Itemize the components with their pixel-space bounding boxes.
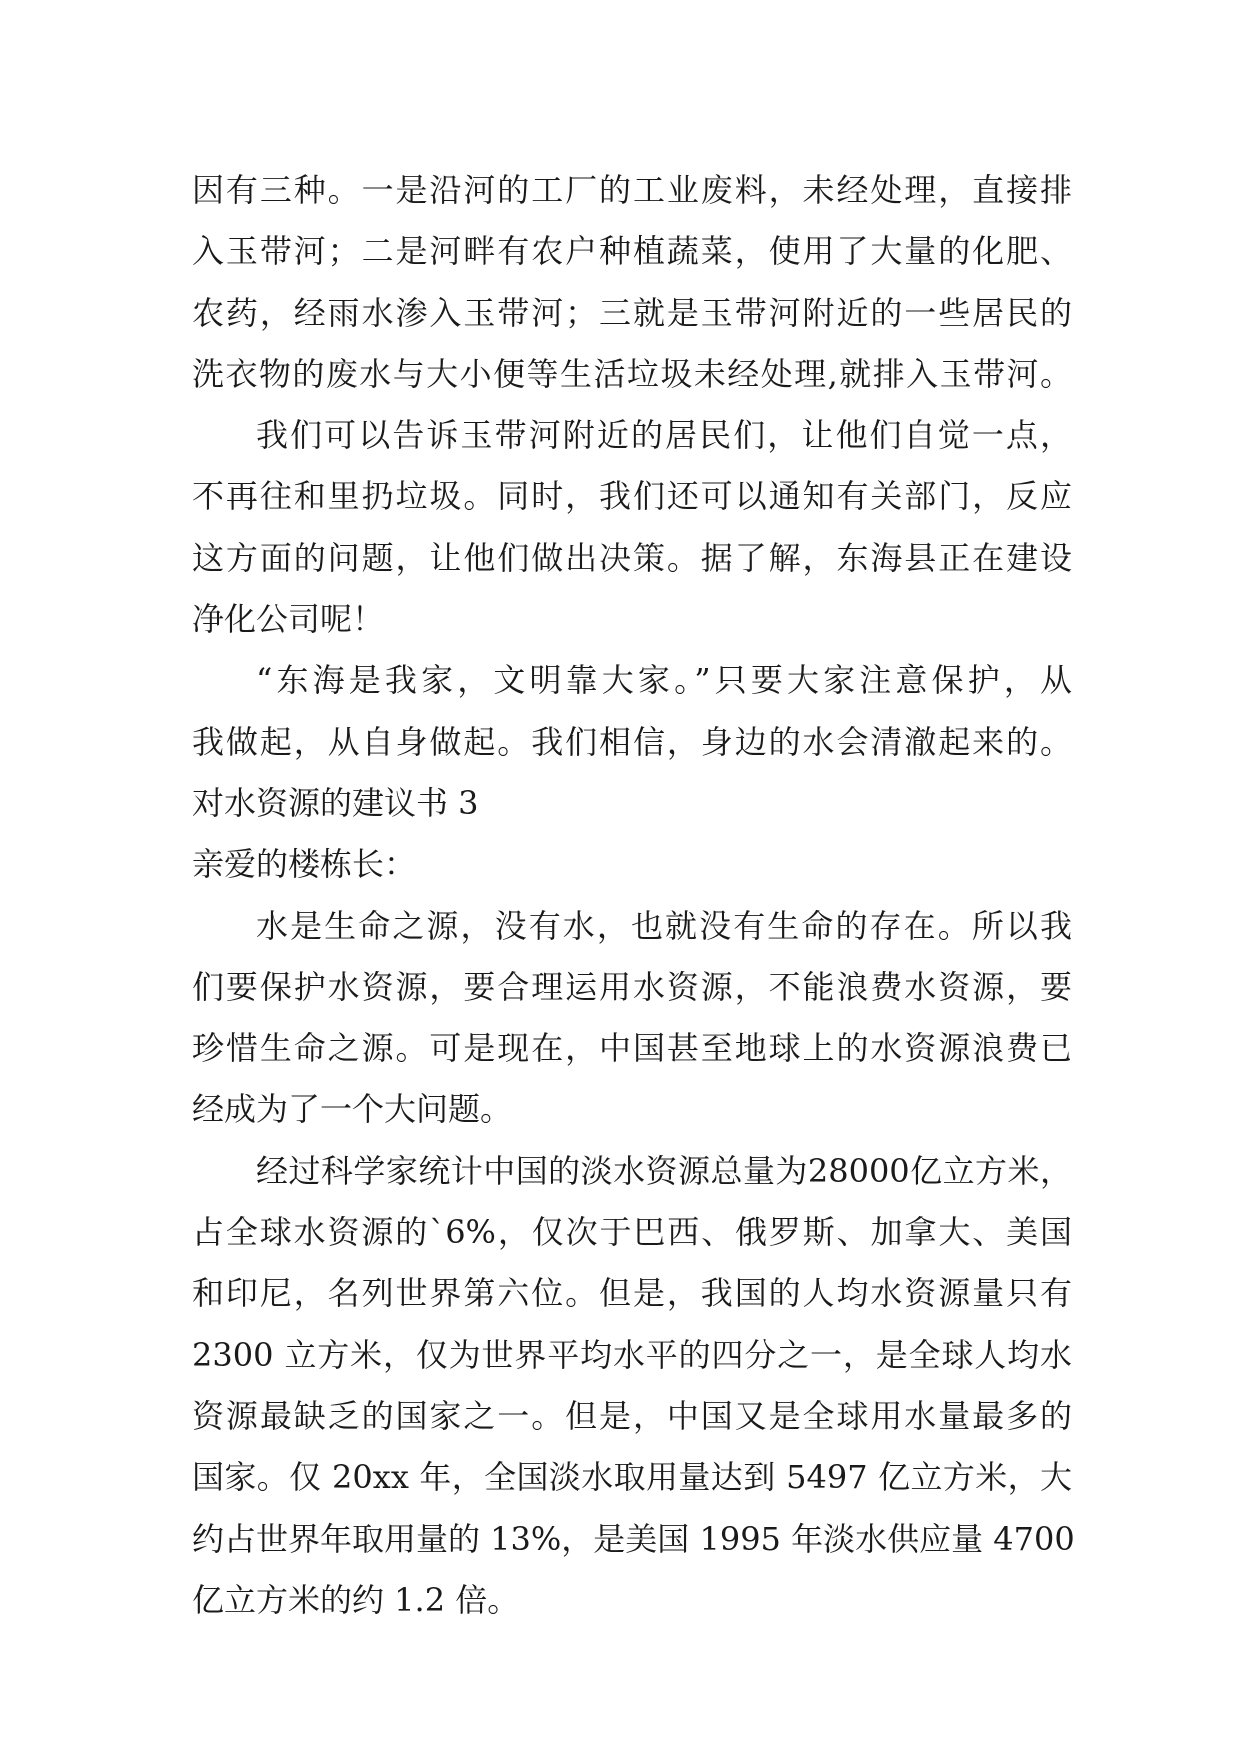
text-line: 经成为了一个大问题。 xyxy=(192,1090,513,1129)
text-line: 珍惜生命之源。可是现在，中国甚至地球上的水资源浪费已 xyxy=(192,1029,1072,1068)
text-line: 水是生命之源，没有水，也就没有生命的存在。所以我 xyxy=(256,906,1072,945)
text-line: 和印尼，名列世界第六位。但是，我国的人均水资源量只有 xyxy=(192,1274,1072,1313)
text-line: 资源最缺乏的国家之一。但是，中国又是全球用水量最多的 xyxy=(192,1396,1072,1435)
text-line: 占全球水资源的`6%，仅次于巴西、俄罗斯、加拿大、美国 xyxy=(192,1213,1072,1252)
text-line: 这方面的问题，让他们做出决策。据了解，东海县正在建设 xyxy=(192,538,1072,577)
text-line: 亿立方米的约 1.2 倍。 xyxy=(192,1580,520,1619)
text-line: 入玉带河；二是河畔有农户种植蔬菜，使用了大量的化肥、 xyxy=(192,232,1072,271)
text-line: 我做起，从自身做起。我们相信，身边的水会清澈起来的。 xyxy=(192,722,1072,761)
text-line: 们要保护水资源，要合理运用水资源，不能浪费水资源，要 xyxy=(192,967,1072,1006)
text-line: 洗衣物的废水与大小便等生活垃圾未经处理,就排入玉带河。 xyxy=(192,354,1072,393)
text-line: 我们可以告诉玉带河附近的居民们，让他们自觉一点， xyxy=(256,416,1072,455)
text-line: 不再往和里扔垃圾。同时，我们还可以通知有关部门，反应 xyxy=(192,477,1072,516)
text-line: 对水资源的建议书 3 xyxy=(192,783,479,822)
document-body xyxy=(192,160,1075,1631)
text-line: 因有三种。一是沿河的工厂的工业废料，未经处理，直接排 xyxy=(192,171,1072,209)
text-line: 2300 立方米，仅为世界平均水平的四分之一，是全球人均水 xyxy=(192,1335,1072,1374)
text-line: 经过科学家统计中国的淡水资源总量为28000亿立方米， xyxy=(256,1151,1072,1190)
text-line: 农药，经雨水渗入玉带河；三就是玉带河附近的一些居民的 xyxy=(192,293,1072,332)
text-line: 净化公司呢！ xyxy=(192,600,385,639)
text-line: 亲爱的楼栋长： xyxy=(192,845,417,884)
text-line: 国家。仅 20xx 年，全国淡水取用量达到 5497 亿立方米，大 xyxy=(192,1458,1072,1497)
text-line: 约占世界年取用量的 13%，是美国 1995 年淡水供应量 4700 xyxy=(192,1519,1075,1558)
text-line: “东海是我家，文明靠大家。”只要大家注意保护，从 xyxy=(256,661,1072,700)
